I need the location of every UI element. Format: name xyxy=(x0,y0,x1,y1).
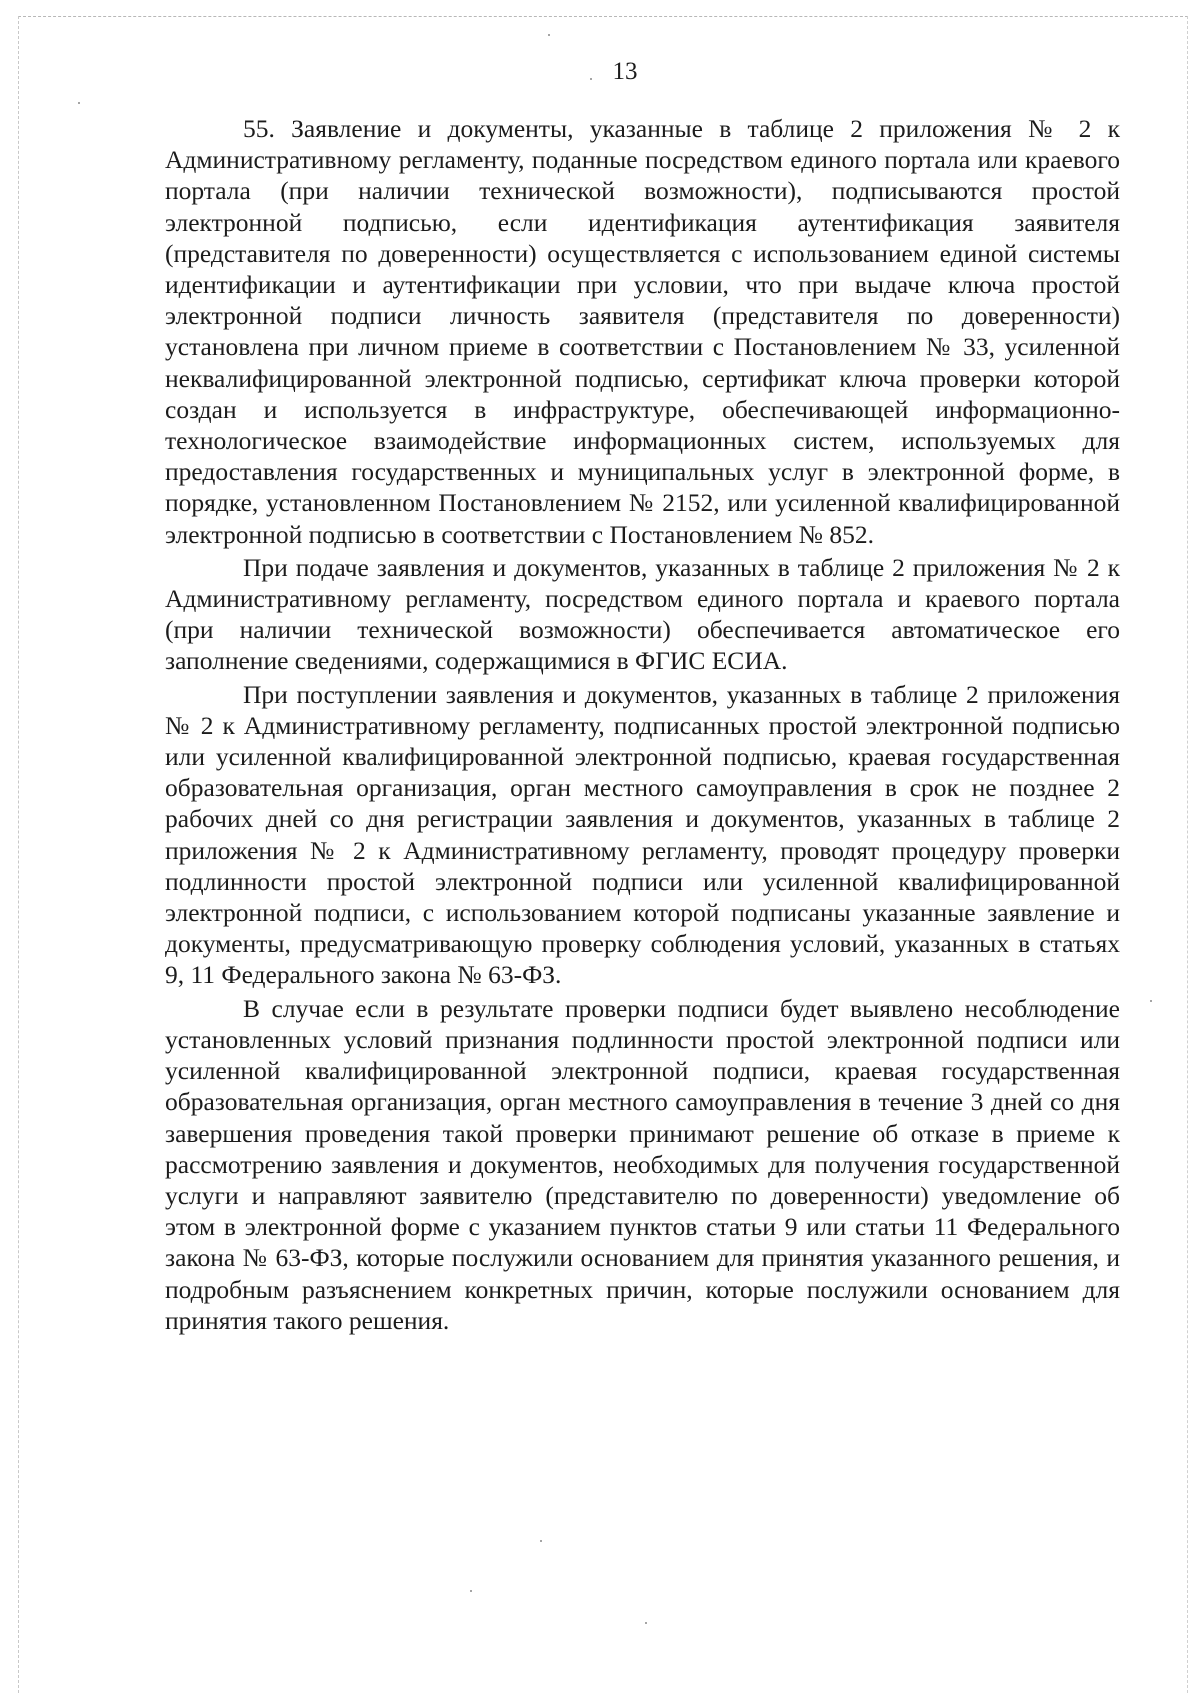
scan-speck xyxy=(548,34,550,36)
scan-speck xyxy=(645,1622,647,1624)
scan-speck xyxy=(1150,1000,1152,1002)
paragraph-rejection: В случае если в результате проверки подписи будет выявлено несоблюдение установленных условий признания подлинности простой электронной подписи или усиленной квалифицированной электронной подписи, краевая государственная образовательная организация, орган местного самоуправления в течение 3 дней со дня завершения проведения такой проверки принимают решение об отказе в приеме к рассмотрению заявления и документов, необходимых для получения государственной услуги и направляют заявителю (представителю по доверенности) уведомление об этом в электронной форме с указанием пунктов статьи 9 или статьи 11 Федерального закона № 63-ФЗ, которые послужили основанием для принятия указанного решения, и подробным разъяснением конкретных причин, которые послужили основанием для принятия такого решения. xyxy=(165,993,1120,1335)
scan-speck xyxy=(470,1590,472,1592)
scan-speck xyxy=(78,102,80,104)
page-number: 13 xyxy=(612,58,638,85)
paragraph-55: 55. Заявление и документы, указанные в таблице 2 приложения № 2 к Административному регламенту, поданные посредством единого портала или краевого портала (при наличии технической возможности), подписываются простой электронной подписью, если идентификация аутентификация заявителя (представителя по доверенности) осуществляется с использованием единой системы идентификации и аутентификации при условии, что при выдаче ключа простой электронной подписи личность заявителя (представителя по доверенности) установлена при личном приеме в соответствии с Постановлением № 33, усиленной неквалифицированной электронной подписью, сертификат ключа проверки которой создан и используется в инфраструктуре, обеспечивающей информационно-технологическое взаимодействие информационных систем, используемых для предоставления государственных и муниципальных услуг в электронной форме, в порядке, установленном Постановлением № 2152, или усиленной квалифицированной электронной подписью в соответствии с Постановлением № 852. xyxy=(165,114,1120,549)
paragraph-autofill: При подаче заявления и документов, указанных в таблице 2 приложения № 2 к Административному регламенту, посредством единого портала и краевого портала (при наличии технической возможности) обеспечивается автоматическое его заполнение сведениями, содержащимися в ФГИС ЕСИА. xyxy=(165,552,1120,676)
paragraph-signature-check: При поступлении заявления и документов, указанных в таблице 2 приложения № 2 к Административному регламенту, подписанных простой электронной подписью или усиленной квалифицированной электронной подписью, краевая государственная образовательная организация, орган местного самоуправления в срок не позднее 2 рабочих дней со дня регистрации заявления и документов, указанных в таблице 2 приложения № 2 к Административному регламенту, проводят процедуру проверки подлинности простой электронной подписи или усиленной квалифицированной электронной подписи, с использованием которой подписаны указанные заявление и документы, предусматривающую проверку соблюдения условий, указанных в статьях 9, 11 Федерального закона № 63-ФЗ. xyxy=(165,679,1120,990)
scan-speck xyxy=(590,78,592,80)
scan-speck xyxy=(540,1540,542,1542)
document-body xyxy=(165,113,1120,1338)
